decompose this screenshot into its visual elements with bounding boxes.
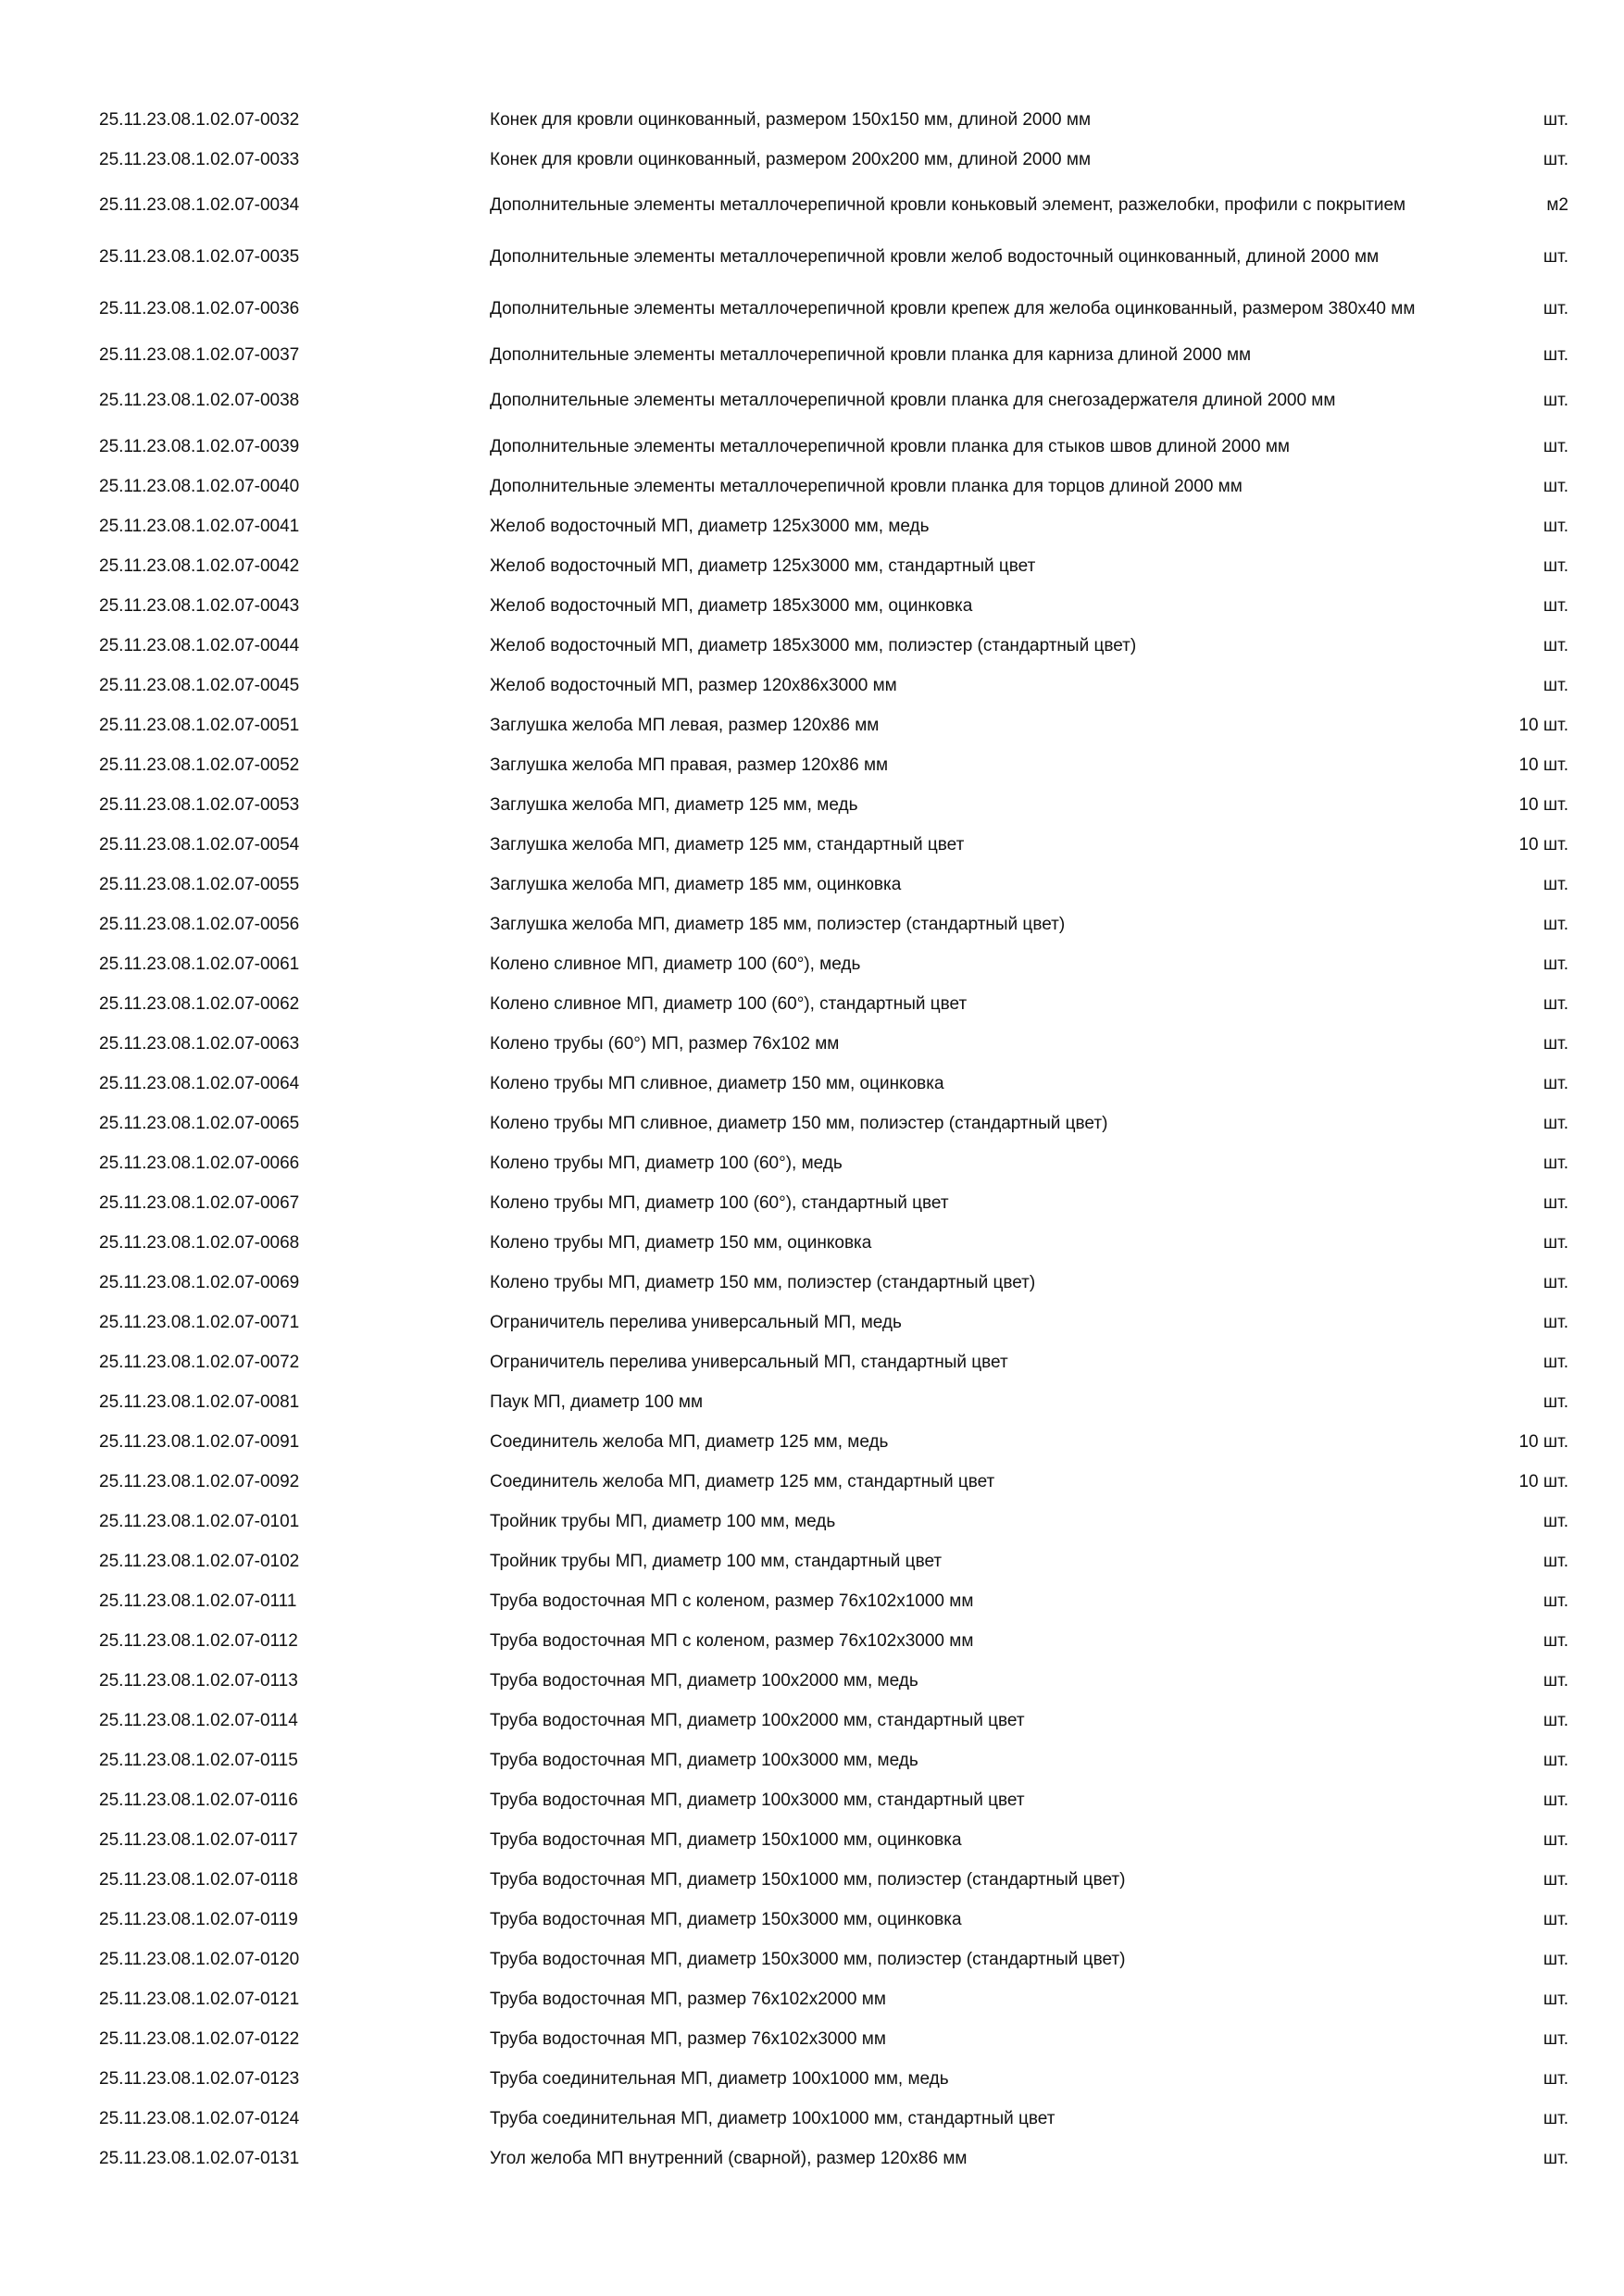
price-table <box>0 100 1624 2178</box>
item-name: Ограничитель перелива универсальный МП, медь <box>490 1312 902 1332</box>
item-name: Труба водосточная МП, диаметр 100x3000 мм, стандартный цвет <box>490 1790 1025 1810</box>
table-row <box>0 1223 1624 1263</box>
table-row <box>0 467 1624 506</box>
table-row <box>0 1462 1624 1502</box>
item-name: Желоб водосточный МП, диаметр 125x3000 мм, медь <box>490 516 930 536</box>
item-name: Колено трубы МП, диаметр 100 (60°), медь <box>490 1153 843 1173</box>
item-name: Желоб водосточный МП, диаметр 125x3000 мм, стандартный цвет <box>490 555 1036 576</box>
item-code: 25.11.23.08.1.02.07-0035 <box>99 247 300 267</box>
item-unit: шт. <box>1543 1630 1568 1651</box>
table-row <box>0 1701 1624 1741</box>
item-unit: 10 шт. <box>1518 794 1568 815</box>
table-row <box>0 1780 1624 1820</box>
item-code: 25.11.23.08.1.02.07-0124 <box>99 2108 300 2128</box>
table-row <box>0 2139 1624 2178</box>
table-row <box>0 2019 1624 2059</box>
item-name: Труба водосточная МП с коленом, размер 76x102x3000 мм <box>490 1630 974 1651</box>
item-code: 25.11.23.08.1.02.07-0042 <box>99 555 300 576</box>
item-unit: шт. <box>1543 1391 1568 1412</box>
item-name: Дополнительные элементы металлочерепичной кровли желоб водосточный оцинкованный, длиной 2000 мм <box>490 247 1380 267</box>
item-code: 25.11.23.08.1.02.07-0116 <box>99 1790 298 1810</box>
item-code: 25.11.23.08.1.02.07-0069 <box>99 1272 300 1292</box>
item-unit: 10 шт. <box>1518 1471 1568 1491</box>
item-unit: шт. <box>1543 436 1568 456</box>
table-row <box>0 1979 1624 2019</box>
item-unit: 10 шт. <box>1518 834 1568 855</box>
item-code: 25.11.23.08.1.02.07-0053 <box>99 794 300 815</box>
item-code: 25.11.23.08.1.02.07-0039 <box>99 436 300 456</box>
item-unit: шт. <box>1543 1949 1568 1969</box>
item-name: Труба водосточная МП, диаметр 100x3000 мм, медь <box>490 1750 918 1770</box>
item-unit: шт. <box>1543 1591 1568 1611</box>
item-code: 25.11.23.08.1.02.07-0061 <box>99 954 300 974</box>
item-code: 25.11.23.08.1.02.07-0064 <box>99 1073 300 1093</box>
item-unit: шт. <box>1543 1790 1568 1810</box>
table-row <box>0 335 1624 375</box>
table-row <box>0 506 1624 546</box>
item-unit: шт. <box>1543 874 1568 894</box>
item-name: Колено трубы МП сливное, диаметр 150 мм, полиэстер (стандартный цвет) <box>490 1113 1108 1133</box>
table-row <box>0 1502 1624 1541</box>
item-unit: шт. <box>1543 595 1568 616</box>
table-row <box>0 1541 1624 1581</box>
item-code: 25.11.23.08.1.02.07-0131 <box>99 2148 300 2168</box>
item-unit: шт. <box>1543 1033 1568 1054</box>
item-code: 25.11.23.08.1.02.07-0032 <box>99 109 300 130</box>
item-code: 25.11.23.08.1.02.07-0055 <box>99 874 300 894</box>
item-unit: шт. <box>1543 1153 1568 1173</box>
table-row <box>0 666 1624 705</box>
item-name: Дополнительные элементы металлочерепичной кровли коньковый элемент, разжелобки, профили с покрытием <box>490 195 1406 215</box>
table-row <box>0 1940 1624 1979</box>
table-row <box>0 1820 1624 1860</box>
item-code: 25.11.23.08.1.02.07-0120 <box>99 1949 300 1969</box>
item-code: 25.11.23.08.1.02.07-0051 <box>99 715 300 735</box>
item-name: Колено трубы МП, диаметр 150 мм, оцинковка <box>490 1232 872 1253</box>
item-code: 25.11.23.08.1.02.07-0081 <box>99 1391 300 1412</box>
item-code: 25.11.23.08.1.02.07-0036 <box>99 299 300 318</box>
table-row <box>0 1661 1624 1701</box>
table-row <box>0 1900 1624 1940</box>
table-row <box>0 2099 1624 2139</box>
item-name: Заглушка желоба МП, диаметр 125 мм, медь <box>490 794 858 815</box>
item-name: Труба соединительная МП, диаметр 100x1000 мм, медь <box>490 2068 949 2089</box>
item-name: Труба водосточная МП с коленом, размер 76x102x1000 мм <box>490 1591 974 1611</box>
item-unit: шт. <box>1543 1232 1568 1253</box>
item-code: 25.11.23.08.1.02.07-0092 <box>99 1471 300 1491</box>
item-unit: шт. <box>1543 1192 1568 1213</box>
item-name: Тройник трубы МП, диаметр 100 мм, стандартный цвет <box>490 1551 943 1571</box>
item-code: 25.11.23.08.1.02.07-0040 <box>99 476 300 496</box>
table-row <box>0 283 1624 335</box>
item-name: Соединитель желоба МП, диаметр 125 мм, стандартный цвет <box>490 1471 995 1491</box>
item-code: 25.11.23.08.1.02.07-0052 <box>99 755 300 775</box>
item-unit: шт. <box>1543 635 1568 655</box>
item-code: 25.11.23.08.1.02.07-0122 <box>99 2028 300 2049</box>
table-row <box>0 1860 1624 1900</box>
item-code: 25.11.23.08.1.02.07-0118 <box>99 1869 298 1890</box>
item-code: 25.11.23.08.1.02.07-0102 <box>99 1551 300 1571</box>
table-row <box>0 1741 1624 1780</box>
item-code: 25.11.23.08.1.02.07-0038 <box>99 391 300 410</box>
item-code: 25.11.23.08.1.02.07-0062 <box>99 993 300 1014</box>
item-unit: шт. <box>1543 1272 1568 1292</box>
item-name: Заглушка желоба МП, диаметр 185 мм, оцинковка <box>490 874 902 894</box>
item-code: 25.11.23.08.1.02.07-0056 <box>99 914 300 934</box>
item-unit: шт. <box>1543 2028 1568 2049</box>
table-row <box>0 905 1624 944</box>
item-name: Соединитель желоба МП, диаметр 125 мм, медь <box>490 1431 889 1452</box>
item-unit: шт. <box>1543 476 1568 496</box>
item-code: 25.11.23.08.1.02.07-0072 <box>99 1352 300 1372</box>
item-name: Колено сливное МП, диаметр 100 (60°), медь <box>490 954 861 974</box>
item-name: Желоб водосточный МП, размер 120x86x3000 мм <box>490 675 897 695</box>
item-unit: шт. <box>1543 247 1568 267</box>
item-name: Дополнительные элементы металлочерепичной кровли планка для снегозадержателя длиной 2000 мм <box>490 391 1336 410</box>
item-name: Колено трубы МП, диаметр 100 (60°), стандартный цвет <box>490 1192 949 1213</box>
item-code: 25.11.23.08.1.02.07-0068 <box>99 1232 300 1253</box>
item-code: 25.11.23.08.1.02.07-0045 <box>99 675 300 695</box>
item-name: Конек для кровли оцинкованный, размером 150x150 мм, длиной 2000 мм <box>490 109 1092 130</box>
item-code: 25.11.23.08.1.02.07-0112 <box>99 1630 298 1651</box>
item-code: 25.11.23.08.1.02.07-0043 <box>99 595 300 616</box>
item-name: Труба водосточная МП, размер 76x102x3000 мм <box>490 2028 886 2049</box>
item-name: Ограничитель перелива универсальный МП, стандартный цвет <box>490 1352 1008 1372</box>
item-code: 25.11.23.08.1.02.07-0037 <box>99 344 300 365</box>
table-row <box>0 1382 1624 1422</box>
item-unit: шт. <box>1543 516 1568 536</box>
table-row <box>0 825 1624 865</box>
table-row <box>0 586 1624 626</box>
table-row <box>0 375 1624 427</box>
item-code: 25.11.23.08.1.02.07-0121 <box>99 1989 300 2009</box>
item-unit: 10 шт. <box>1518 755 1568 775</box>
item-unit: шт. <box>1543 1511 1568 1531</box>
item-name: Угол желоба МП внутренний (сварной), размер 120x86 мм <box>490 2148 968 2168</box>
table-row <box>0 1024 1624 1064</box>
item-unit: шт. <box>1543 1073 1568 1093</box>
table-row <box>0 1621 1624 1661</box>
item-code: 25.11.23.08.1.02.07-0054 <box>99 834 300 855</box>
item-unit: шт. <box>1543 299 1568 318</box>
item-code: 25.11.23.08.1.02.07-0115 <box>99 1750 298 1770</box>
item-name: Труба водосточная МП, диаметр 150x3000 мм, полиэстер (стандартный цвет) <box>490 1949 1126 1969</box>
item-unit: шт. <box>1543 914 1568 934</box>
item-unit: шт. <box>1543 954 1568 974</box>
item-name: Дополнительные элементы металлочерепичной кровли крепеж для желоба оцинкованный, размером 380x40 мм <box>490 299 1416 318</box>
table-row <box>0 1303 1624 1342</box>
table-row <box>0 626 1624 666</box>
item-unit: шт. <box>1543 1750 1568 1770</box>
table-row <box>0 984 1624 1024</box>
table-row <box>0 2059 1624 2099</box>
table-row <box>0 944 1624 984</box>
item-unit: шт. <box>1543 2068 1568 2089</box>
item-unit: шт. <box>1543 1869 1568 1890</box>
item-unit: шт. <box>1543 2108 1568 2128</box>
table-row <box>0 1263 1624 1303</box>
item-unit: шт. <box>1543 1352 1568 1372</box>
item-unit: шт. <box>1543 1670 1568 1691</box>
item-name: Заглушка желоба МП левая, размер 120x86 мм <box>490 715 880 735</box>
item-unit: 10 шт. <box>1518 715 1568 735</box>
item-unit: 10 шт. <box>1518 1431 1568 1452</box>
item-name: Труба соединительная МП, диаметр 100x1000 мм, стандартный цвет <box>490 2108 1056 2128</box>
item-name: Заглушка желоба МП правая, размер 120x86 мм <box>490 755 889 775</box>
item-unit: шт. <box>1543 2148 1568 2168</box>
table-row <box>0 785 1624 825</box>
item-name: Заглушка желоба МП, диаметр 185 мм, полиэстер (стандартный цвет) <box>490 914 1066 934</box>
item-unit: шт. <box>1543 675 1568 695</box>
table-row <box>0 1342 1624 1382</box>
item-code: 25.11.23.08.1.02.07-0123 <box>99 2068 300 2089</box>
item-code: 25.11.23.08.1.02.07-0113 <box>99 1670 298 1691</box>
item-code: 25.11.23.08.1.02.07-0091 <box>99 1431 300 1452</box>
item-name: Дополнительные элементы металлочерепичной кровли планка для торцов длиной 2000 мм <box>490 476 1243 496</box>
item-unit: шт. <box>1543 1113 1568 1133</box>
item-code: 25.11.23.08.1.02.07-0114 <box>99 1710 298 1730</box>
item-code: 25.11.23.08.1.02.07-0063 <box>99 1033 300 1054</box>
item-name: Дополнительные элементы металлочерепичной кровли планка для карниза длиной 2000 мм <box>490 344 1252 365</box>
item-code: 25.11.23.08.1.02.07-0067 <box>99 1192 300 1213</box>
item-name: Труба водосточная МП, диаметр 150x1000 мм, оцинковка <box>490 1829 962 1850</box>
table-row <box>0 427 1624 467</box>
item-code: 25.11.23.08.1.02.07-0119 <box>99 1909 298 1929</box>
table-row <box>0 100 1624 140</box>
item-unit: м2 <box>1546 195 1568 215</box>
item-name: Желоб водосточный МП, диаметр 185x3000 мм, оцинковка <box>490 595 973 616</box>
item-unit: шт. <box>1543 1989 1568 2009</box>
table-row <box>0 745 1624 785</box>
item-name: Труба водосточная МП, диаметр 100x2000 мм, стандартный цвет <box>490 1710 1025 1730</box>
item-name: Колено трубы (60°) МП, размер 76x102 мм <box>490 1033 840 1054</box>
item-name: Колено трубы МП сливное, диаметр 150 мм, оцинковка <box>490 1073 944 1093</box>
table-row <box>0 546 1624 586</box>
item-code: 25.11.23.08.1.02.07-0101 <box>99 1511 300 1531</box>
item-code: 25.11.23.08.1.02.07-0034 <box>99 195 300 215</box>
item-code: 25.11.23.08.1.02.07-0066 <box>99 1153 300 1173</box>
item-code: 25.11.23.08.1.02.07-0071 <box>99 1312 300 1332</box>
item-code: 25.11.23.08.1.02.07-0065 <box>99 1113 300 1133</box>
item-unit: шт. <box>1543 555 1568 576</box>
item-unit: шт. <box>1543 344 1568 365</box>
table-row <box>0 231 1624 283</box>
item-name: Труба водосточная МП, диаметр 150x1000 мм, полиэстер (стандартный цвет) <box>490 1869 1126 1890</box>
table-row <box>0 1581 1624 1621</box>
table-row <box>0 705 1624 745</box>
item-name: Тройник трубы МП, диаметр 100 мм, медь <box>490 1511 836 1531</box>
table-row <box>0 140 1624 180</box>
item-unit: шт. <box>1543 1909 1568 1929</box>
item-unit: шт. <box>1543 109 1568 130</box>
table-row <box>0 1104 1624 1143</box>
item-unit: шт. <box>1543 1710 1568 1730</box>
item-name: Труба водосточная МП, диаметр 100x2000 мм, медь <box>490 1670 918 1691</box>
item-unit: шт. <box>1543 1312 1568 1332</box>
item-unit: шт. <box>1543 993 1568 1014</box>
table-row <box>0 1422 1624 1462</box>
item-name: Колено сливное МП, диаметр 100 (60°), стандартный цвет <box>490 993 968 1014</box>
table-row <box>0 1064 1624 1104</box>
item-name: Конек для кровли оцинкованный, размером 200x200 мм, длиной 2000 мм <box>490 149 1092 169</box>
item-unit: шт. <box>1543 1551 1568 1571</box>
item-code: 25.11.23.08.1.02.07-0117 <box>99 1829 298 1850</box>
item-name: Труба водосточная МП, диаметр 150x3000 мм, оцинковка <box>490 1909 962 1929</box>
item-unit: шт. <box>1543 391 1568 410</box>
item-code: 25.11.23.08.1.02.07-0111 <box>99 1591 297 1611</box>
item-code: 25.11.23.08.1.02.07-0044 <box>99 635 300 655</box>
item-name: Заглушка желоба МП, диаметр 125 мм, стандартный цвет <box>490 834 965 855</box>
item-code: 25.11.23.08.1.02.07-0033 <box>99 149 300 169</box>
table-row <box>0 865 1624 905</box>
item-unit: шт. <box>1543 149 1568 169</box>
table-row <box>0 1183 1624 1223</box>
item-name: Труба водосточная МП, размер 76x102x2000 мм <box>490 1989 886 2009</box>
table-row <box>0 1143 1624 1183</box>
item-name: Колено трубы МП, диаметр 150 мм, полиэстер (стандартный цвет) <box>490 1272 1036 1292</box>
item-unit: шт. <box>1543 1829 1568 1850</box>
item-name: Желоб водосточный МП, диаметр 185x3000 мм, полиэстер (стандартный цвет) <box>490 635 1137 655</box>
item-code: 25.11.23.08.1.02.07-0041 <box>99 516 300 536</box>
item-name: Паук МП, диаметр 100 мм <box>490 1391 704 1412</box>
table-row <box>0 180 1624 231</box>
item-name: Дополнительные элементы металлочерепичной кровли планка для стыков швов длиной 2000 мм <box>490 436 1290 456</box>
